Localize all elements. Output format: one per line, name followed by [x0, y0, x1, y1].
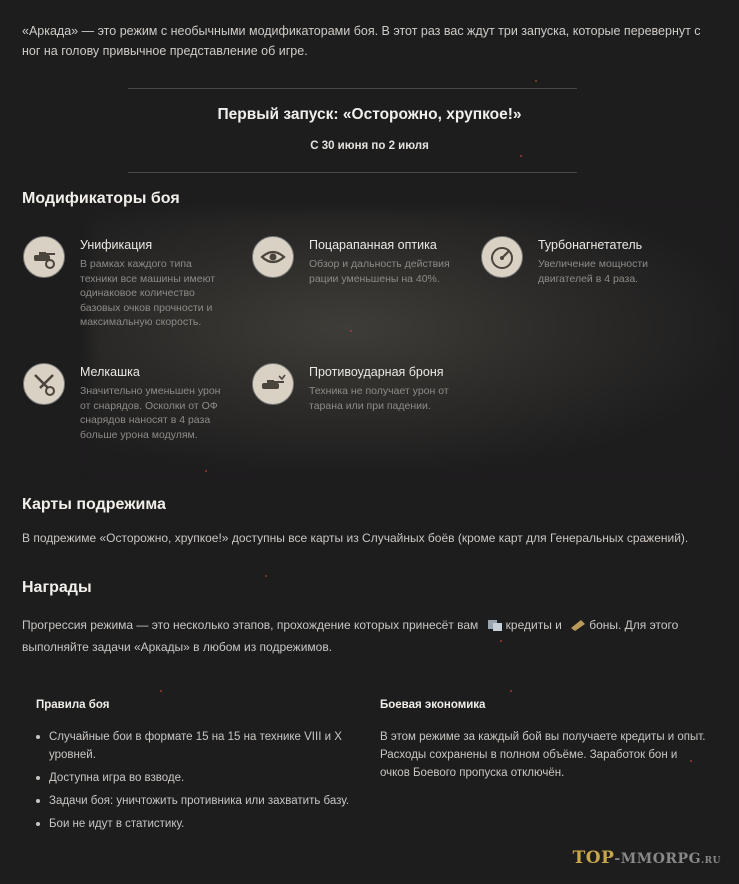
modifier-name: Унификация	[80, 238, 153, 252]
tank-crash-icon	[252, 363, 294, 405]
modifier-name: Мелкашка	[80, 365, 140, 379]
modifier-desc: Увеличение мощности двигателей в 4 раза.	[538, 258, 649, 285]
economy-text: В этом режиме за каждый бой вы получаете кредиты и опыт. Расходы сохранены в полном объёме. Заработок бон и очков Боевого пропуска отключён.	[380, 731, 706, 779]
rewards-heading: Награды	[22, 579, 92, 596]
list-item: Бои не идут в статистику.	[49, 815, 379, 833]
modifier-small-caliber	[23, 363, 238, 443]
modifier-name: Поцарапанная оптика	[309, 238, 437, 252]
intro-text: «Аркада» — это режим с необычными модификаторами боя. В этот раз вас ждут три запуска, которые перевернут с ног на голову привычное представление об игре.	[22, 24, 701, 58]
modifiers-heading: Модификаторы боя	[22, 190, 180, 207]
list-item: Случайные бои в формате 15 на 15 на технике VIII и X уровней.	[49, 728, 379, 764]
modifier-shockproof-armor	[252, 363, 467, 423]
modifier-name: Противоударная броня	[309, 365, 444, 379]
modifier-scratched-optics	[252, 236, 467, 296]
modifier-desc: В рамках каждого типа техники все машины имеют одинаковое количество базовых очков прочности и максимальную скорость.	[80, 258, 216, 328]
bonds-icon	[569, 617, 587, 631]
rules-list	[35, 728, 379, 838]
modifier-desc: Обзор и дальность действия рации уменьшены на 40%.	[309, 258, 450, 285]
tank-gear-icon	[23, 236, 65, 278]
watermark-logo: TOP-MMORPG.RU	[572, 848, 721, 868]
rewards-text	[22, 614, 722, 658]
list-item: Задачи боя: уничтожить противника или захватить базу.	[49, 792, 379, 810]
launch-title: Первый запуск: «Осторожно, хрупкое!»	[217, 106, 522, 123]
rules-title: Правила боя	[36, 699, 110, 711]
modifier-turbocharger	[481, 236, 696, 296]
eye-icon	[252, 236, 294, 278]
gauge-icon	[481, 236, 523, 278]
economy-title: Боевая экономика	[380, 699, 486, 711]
maps-heading: Карты подрежима	[22, 496, 166, 513]
maps-text: В подрежиме «Осторожно, хрупкое!» доступны все карты из Случайных боёв (кроме карт для Генеральных сражений).	[22, 531, 689, 545]
launch-dates: С 30 июня по 2 июля	[310, 140, 429, 152]
list-item: Доступна игра во взводе.	[49, 769, 379, 787]
divider-top	[128, 88, 577, 89]
rewards-text-line2: выполняйте задачи «Аркады» в любом из подрежимов.	[22, 640, 333, 654]
modifier-unification	[23, 236, 238, 336]
credits-icon	[486, 617, 504, 631]
divider-bottom	[128, 172, 577, 173]
credits-label: кредиты и	[505, 618, 562, 632]
modifier-desc: Техника не получает урон от тарана или при падении.	[309, 385, 449, 412]
bonds-label: боны. Для этого	[589, 618, 679, 632]
modifier-name: Турбонагнетатель	[538, 238, 643, 252]
swords-gear-icon	[23, 363, 65, 405]
rewards-text-line1: Прогрессия режима — это несколько этапов, прохождение которых принесёт вам	[22, 618, 479, 632]
modifier-desc: Значительно уменьшен урон от снарядов. Осколки от ОФ снарядов наносят в 4 раза больше урона модулям.	[80, 385, 221, 441]
